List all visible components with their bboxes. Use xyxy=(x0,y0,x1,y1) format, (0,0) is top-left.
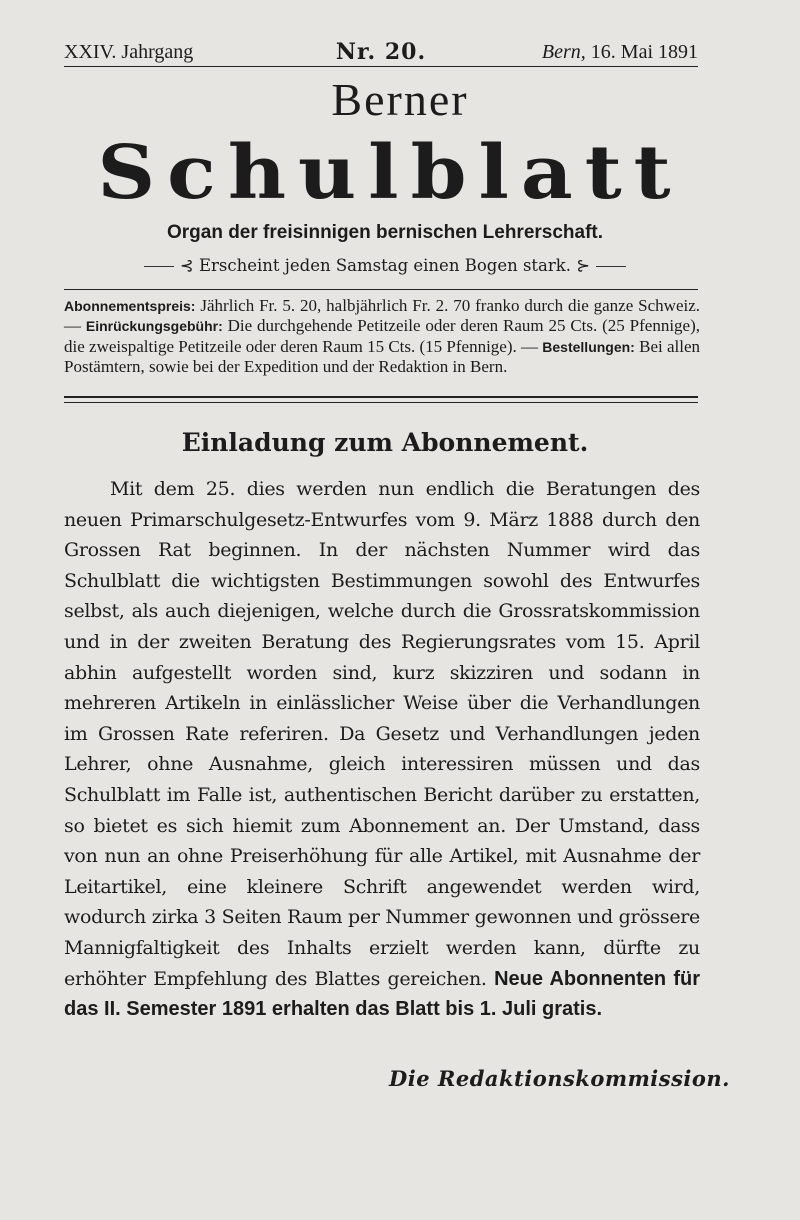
article-heading: Einladung zum Abonnement. xyxy=(181,428,589,457)
issue-city: Bern, xyxy=(541,41,586,63)
issue-number: Nr. 20. xyxy=(335,39,427,65)
ornament-dash-left xyxy=(144,266,174,267)
frequency-text: Erscheint jeden Samstag einen Bogen stark. xyxy=(198,256,572,275)
article-body xyxy=(64,474,700,1025)
header-rule xyxy=(64,66,698,67)
article-emphasis: Neue Abonnenten für das II. Semester 1891 erhalten das Blatt bis 1. Juli gratis. xyxy=(64,967,700,1021)
ornament-left-icon: ⊰ xyxy=(179,256,194,275)
orders-text: Bei allen Postämtern, sowie bei der Expedition und der Redaktion in Bern. xyxy=(64,336,701,377)
subscription-info xyxy=(64,296,700,377)
volume-label: XXIV. Jahrgang xyxy=(64,41,194,63)
issue-header xyxy=(64,38,698,66)
masthead-title-main: Schulblatt xyxy=(97,128,683,216)
masthead-title-top: Berner xyxy=(331,74,469,125)
masthead-subtitle: Organ der freisinnigen bernischen Lehrerschaft. xyxy=(166,222,604,243)
masthead-rule xyxy=(64,289,698,290)
issue-date: 16. Mai 1891 xyxy=(590,41,698,63)
issue-date-line xyxy=(542,38,698,66)
section-rule-thick xyxy=(64,396,698,398)
article-text: Mit dem 25. dies werden nun endlich die Beratungen des neuen Primarschulgesetz-Entwurfes vom 9. März 1888 durch den Grossen Rat beginnen. In der nächsten Nummer wird das Schulblatt die wichtigsten Bestimmungen sowohl des Entwurfes selbst, als auch diejenigen, welche durch die Grossratskommission und in der zweiten Beratung des Regierungsrates vom 15. April abhin aufgestellt worden sind, kurz skizziren und sodann in mehreren Artikeln in einlässlicher Weise über die Verhandlungen im Grossen Rate referiren. Da Gesetz und Verhandlungen jeden Lehrer, ohne Ausnahme, gleich interessiren müssen und das Schulblatt im Falle ist, authentischen Bericht darüber zu erstatten, so bietet es sich hiemit zum Abonnement an. Der Umstand, dass von nun an ohne Preiserhöhung für alle Artikel, mit Ausnahme der Leitartikel, eine kleinere Schrift angewendet werden wird, wodurch zirka 3 Seiten Raum per Nummer gewonnen und grössere Mannigfaltigkeit des Inhalts erzielt werden kann, dürfte zu erhöhter Empfehlung des Blattes gereichen. xyxy=(64,478,700,990)
ornament-right-icon: ⊱ xyxy=(576,256,591,275)
section-rule-thin xyxy=(64,402,698,403)
price-label: Abonnementspreis: xyxy=(64,298,196,314)
fee-text: Die durchgehende Petitzeile oder deren Raum 25 Cts. (25 Pfennige), die zweispaltige Petitzeile oder deren Raum 15 Cts. (15 Pfennige). — xyxy=(64,316,700,356)
article-signature: Die Redaktionskommission. xyxy=(389,1066,730,1091)
ornament-dash-right xyxy=(596,266,626,267)
price-text: Jährlich Fr. 5. 20, halbjährlich Fr. 2. 70 franko durch die ganze Schweiz. — xyxy=(64,296,701,336)
orders-label: Bestellungen: xyxy=(542,338,635,355)
frequency-line xyxy=(0,254,770,278)
fee-label: Einrückungsgebühr: xyxy=(85,318,223,335)
